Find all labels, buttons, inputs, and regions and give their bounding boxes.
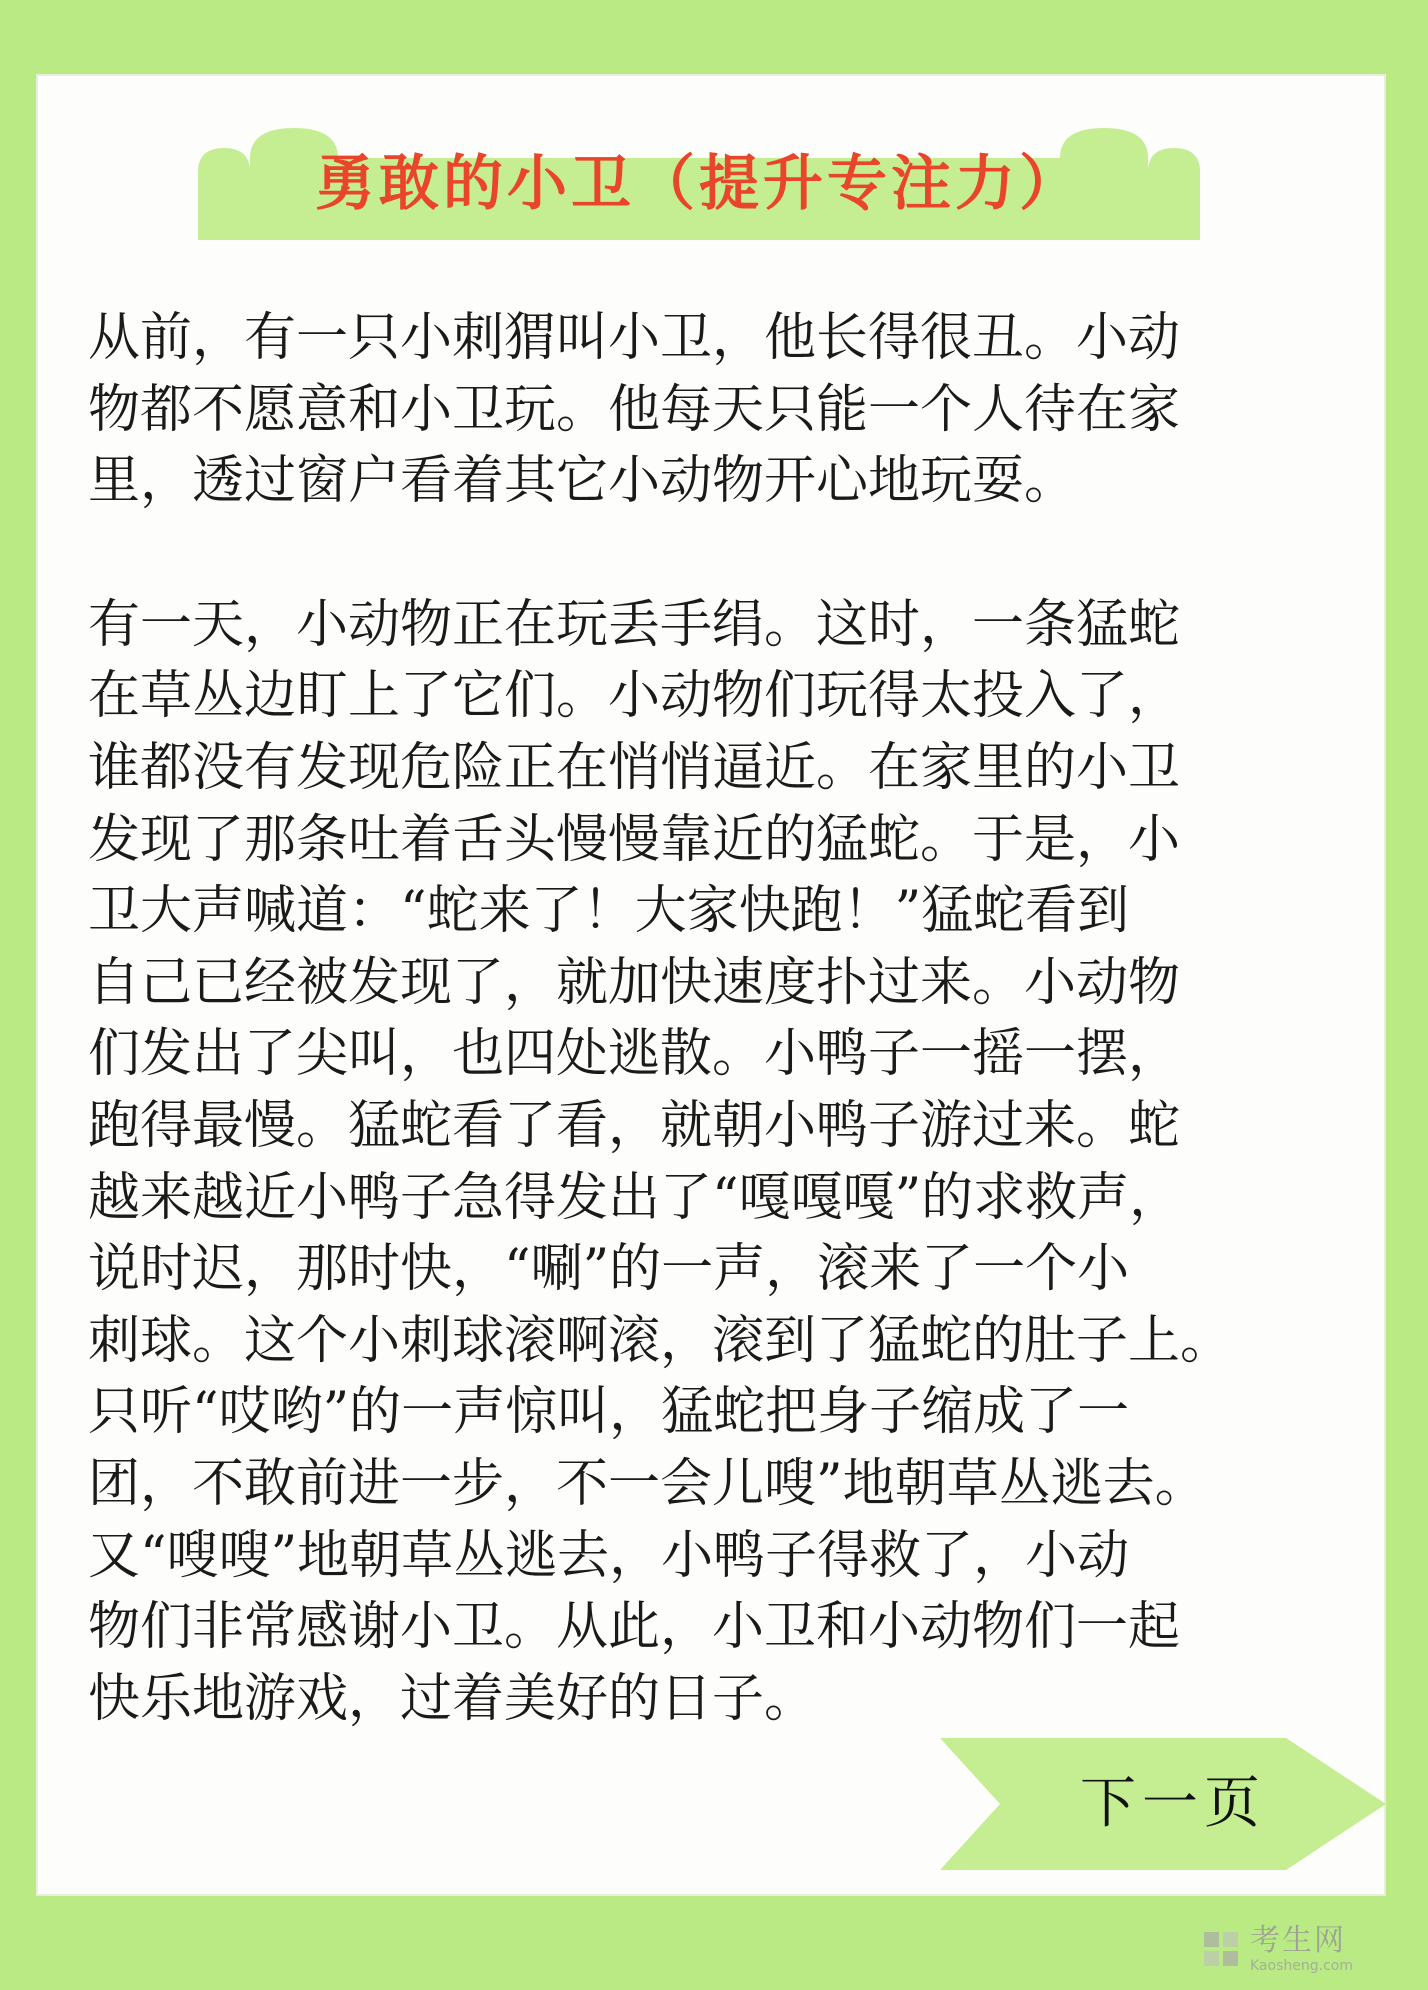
text-line: 从前，有一只小刺猬叫小卫，他长得很丑。小动 xyxy=(88,308,1181,368)
text-line: 里，透过窗户看着其它小动物开心地玩耍。 xyxy=(88,451,1077,512)
text-line: 说时迟，那时快，“唰”的一声，滚来了一个小 xyxy=(88,1239,1130,1300)
watermark-site: Kaosheng.com xyxy=(1250,1958,1353,1974)
text-line: 刺球。这个小刺球滚啊滚，滚到了猛蛇的肚子上。 xyxy=(88,1310,1233,1371)
paragraph-1 xyxy=(88,303,1348,518)
text-line: 发现了那条吐着舌头慢慢靠近的猛蛇。于是，小 xyxy=(88,809,1181,870)
text-line: 又“嗖嗖”地朝草丛逃去，小鸭子得救了，小动 xyxy=(88,1525,1130,1586)
text-line: 卫大声喊道：“蛇来了！大家快跑！”猛蛇看到 xyxy=(88,881,1130,942)
text-line: 物们非常感谢小卫。从此，小卫和小动物们一起 xyxy=(88,1597,1181,1658)
text-line: 在草丛边盯上了它们。小动物们玩得太投入了， xyxy=(88,666,1181,727)
story-text xyxy=(88,303,1348,1735)
next-page-button[interactable] xyxy=(940,1738,1386,1870)
site-watermark xyxy=(1202,1924,1402,1976)
paragraph-2 xyxy=(88,590,1348,1736)
title-banner xyxy=(198,128,1200,240)
text-line: 越来越近小鸭子急得发出了“嘎嘎嘎”的求救声， xyxy=(88,1167,1182,1228)
next-page-label: 下一页 xyxy=(1080,1771,1266,1836)
page-title: 勇敢的小卫（提升专注力） xyxy=(315,149,1083,219)
text-line: 自己已经被发现了，就加快速度扑过来。小动物 xyxy=(88,952,1181,1013)
text-line: 们发出了尖叫，也四处逃散。小鸭子一摇一摆， xyxy=(88,1024,1181,1085)
text-line: 有一天，小动物正在玩丢手绢。这时，一条猛蛇 xyxy=(88,594,1181,655)
text-line: 只听“哎哟”的一声惊叫，猛蛇把身子缩成了一 xyxy=(88,1382,1130,1443)
site-logo-icon xyxy=(1202,1930,1240,1968)
watermark-name: 考生网 xyxy=(1250,1923,1346,1958)
text-line: 物都不愿意和小卫玩。他每天只能一个人待在家 xyxy=(88,379,1181,440)
text-line: 谁都没有发现危险正在悄悄逼近。在家里的小卫 xyxy=(88,737,1181,798)
text-line: 团，不敢前进一步，不一会儿嗖”地朝草丛逃去。 xyxy=(88,1453,1207,1514)
text-line: 跑得最慢。猛蛇看了看，就朝小鸭子游过来。蛇 xyxy=(88,1095,1181,1156)
text-line: 快乐地游戏，过着美好的日子。 xyxy=(88,1668,817,1729)
